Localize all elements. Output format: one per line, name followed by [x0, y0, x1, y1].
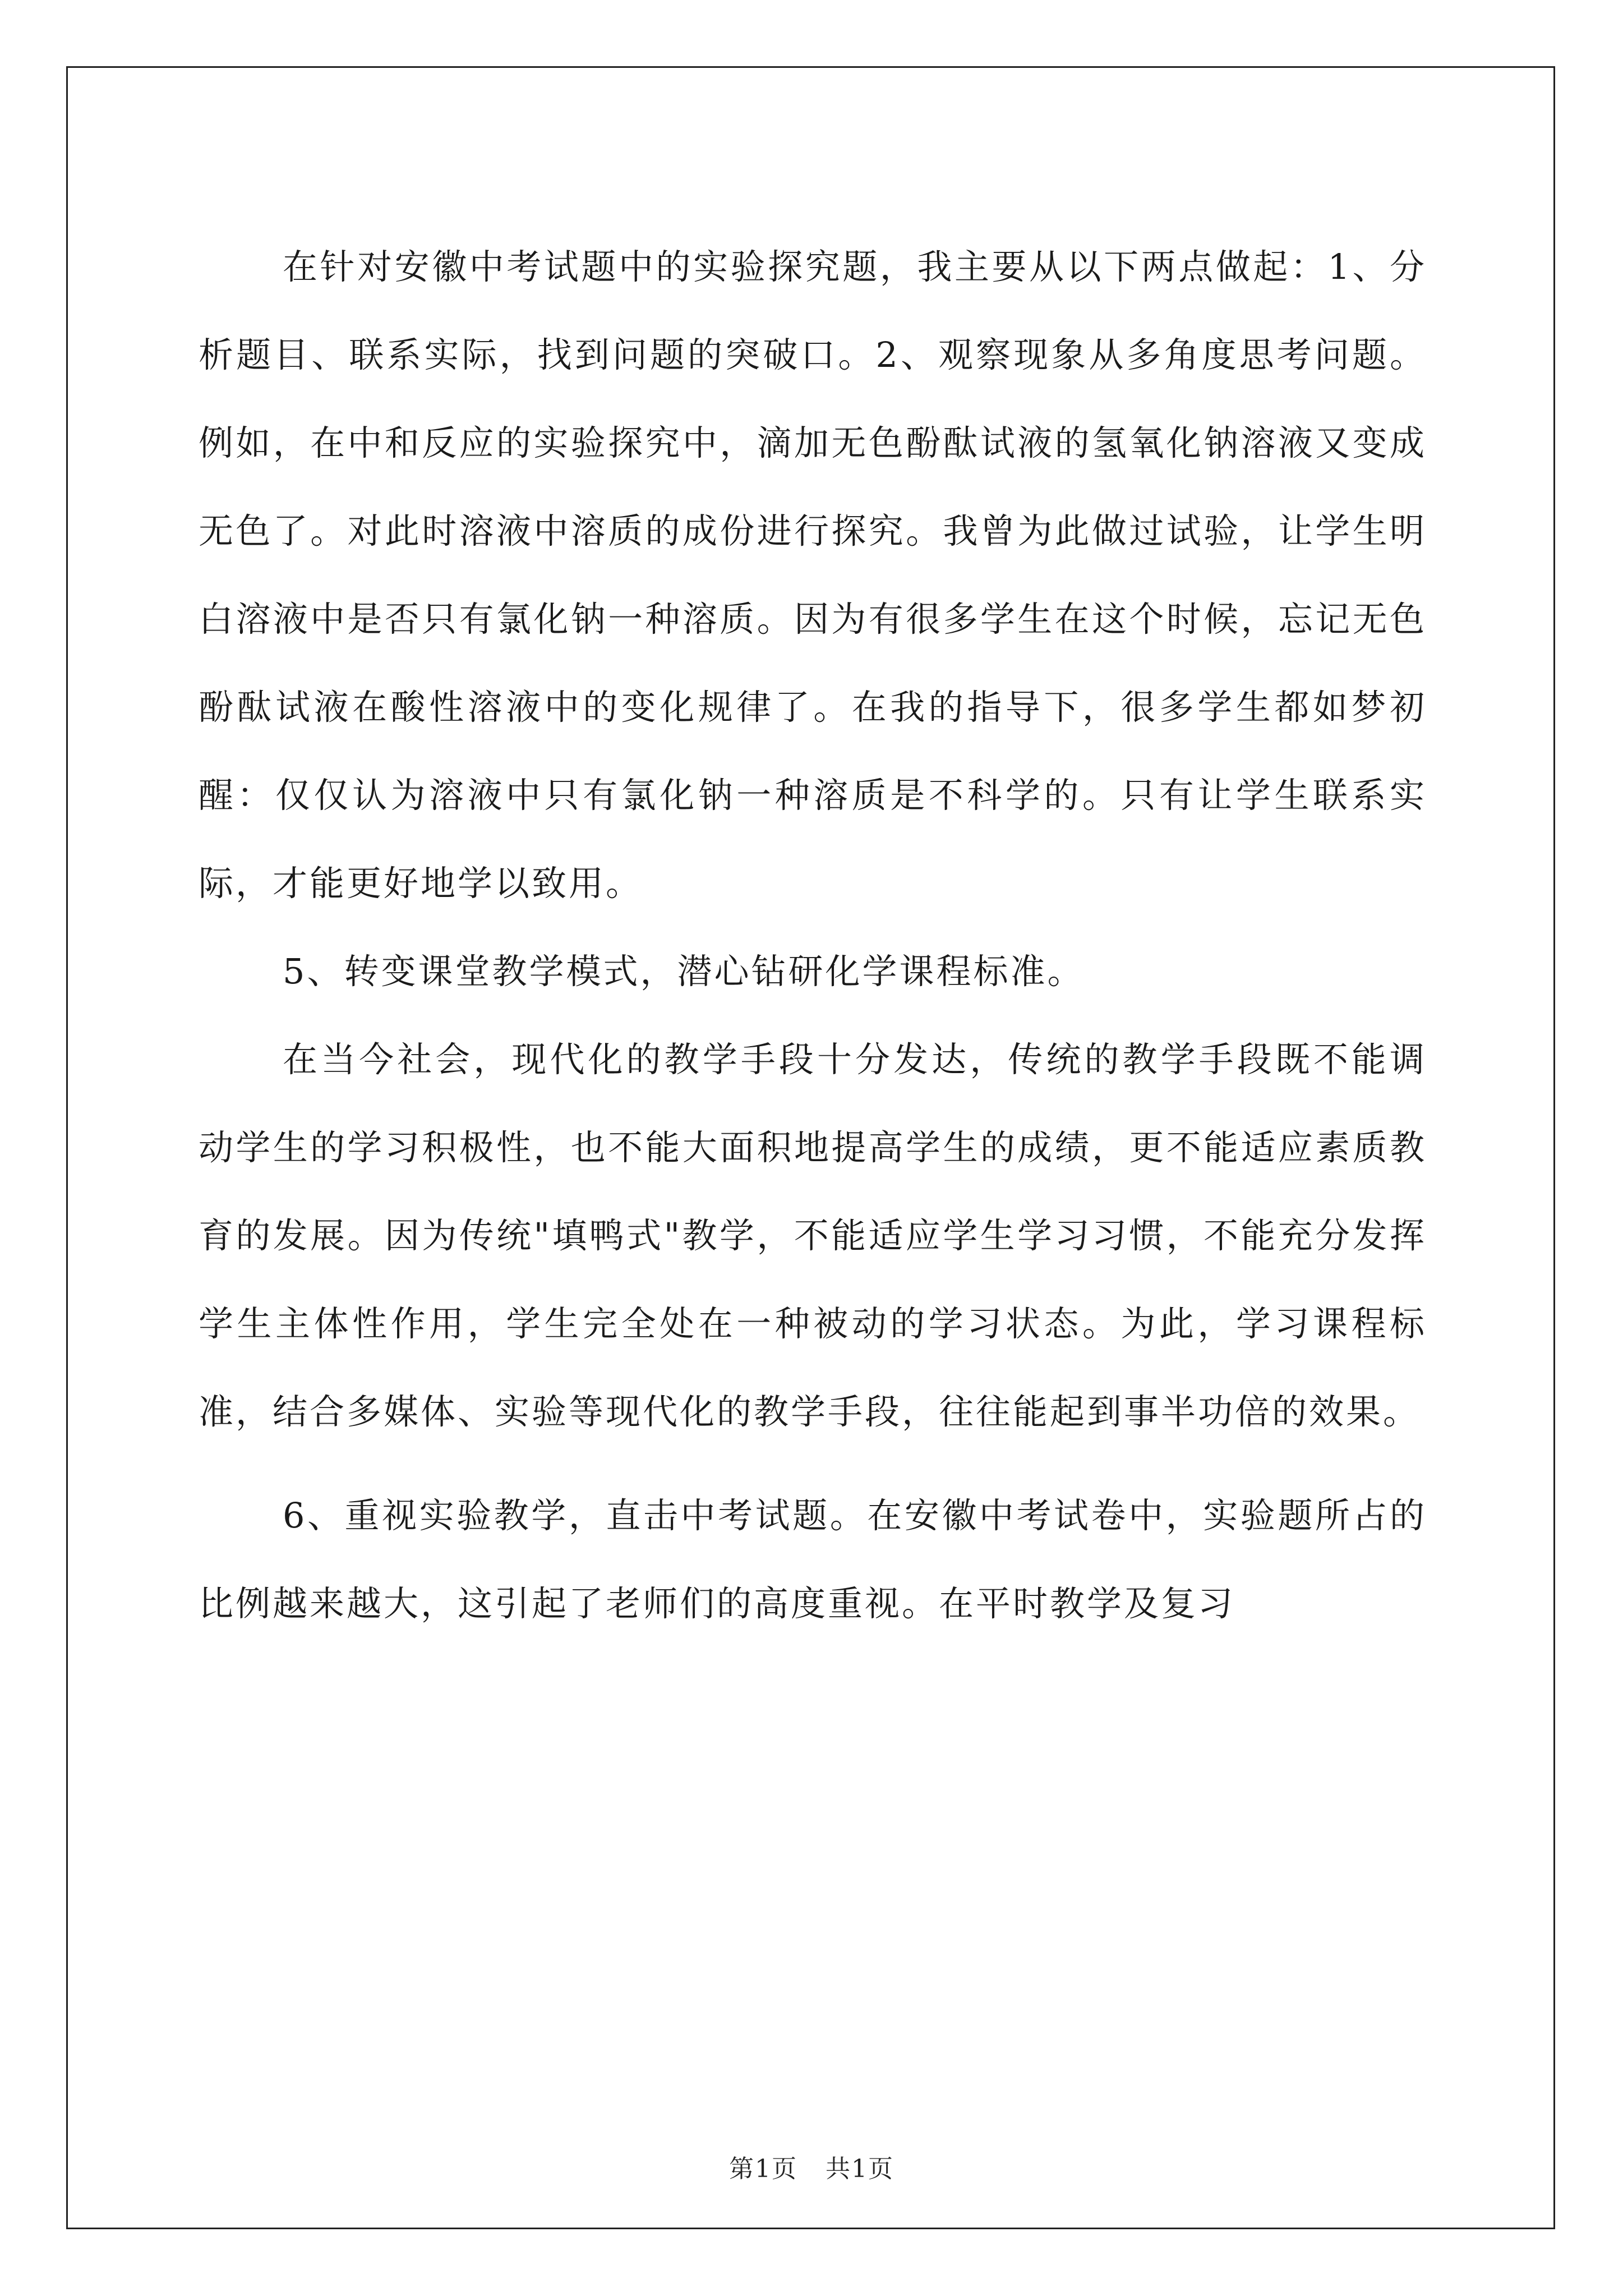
page-footer	[0, 2148, 1623, 2184]
page-total: 共1页	[826, 2155, 894, 2183]
paragraph-modern-teaching: 在当今社会，现代化的教学手段十分发达，传统的教学手段既不能调动学生的学习积极性，也不能大面积地提高学生的成绩，更不能适应素质教育的发展。因为传统"填鸭式"教学，不能适应学生学习习惯，不能充分发挥学生主体性作用，学生完全处在一种被动的学习状态。为此，学习课程标准，结合多媒体、实验等现代化的教学手段，往往能起到事半功倍的效果。	[199, 1039, 1427, 1432]
page-number: 第1页	[729, 2155, 797, 2183]
paragraph-point-5: 5、转变课堂教学模式，潜心钻研化学课程标准。	[283, 951, 1085, 992]
paragraph-gap	[199, 1456, 1427, 1471]
paragraph-point-6: 6、重视实验教学，直击中考试题。在安徽中考试卷中，实验题所占的比例越来越大，这引起了老师们的高度重视。在平时教学及复习	[199, 1495, 1427, 1624]
document-body	[199, 223, 1427, 1648]
paragraph-experiment-inquiry: 在针对安徽中考试题中的实验探究题，我主要从以下两点做起：1、分析题目、联系实际，找到问题的突破口。2、观察现象从多角度思考问题。例如，在中和反应的实验探究中，滴加无色酚酞试液的氢氧化钠溶液又变成无色了。对此时溶液中溶质的成份进行探究。我曾为此做过试验，让学生明白溶液中是否只有氯化钠一种溶质。因为有很多学生在这个时候，忘记无色酚酞试液在酸性溶液中的变化规律了。在我的指导下，很多学生都如梦初醒：仅仅认为溶液中只有氯化钠一种溶质是不科学的。只有让学生联系实际，才能更好地学以致用。	[199, 246, 1427, 904]
